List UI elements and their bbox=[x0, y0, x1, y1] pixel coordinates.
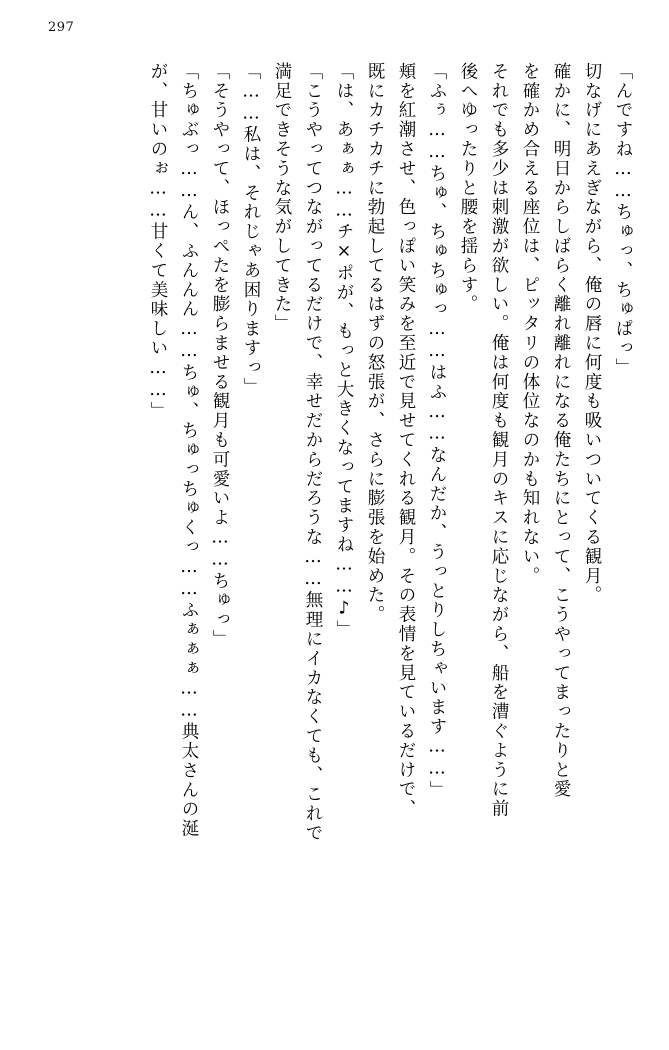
page-number: 297 bbox=[48, 20, 75, 35]
text-line: 満足できそうな気がしてきた」 bbox=[272, 62, 292, 334]
vertical-text-body bbox=[40, 62, 631, 1020]
text-line: 頬を紅潮させ、色っぽい笑みを至近で見せてくれる観月。その表情を見ているだけで、 bbox=[396, 62, 416, 819]
text-line: が、甘いのぉ……甘くて美味しい……」 bbox=[148, 62, 168, 422]
text-line: 「ふぅ……ちゅ、ちゅちゅっ……はふ……なんだか、うっとりしちゃいます……」 bbox=[427, 62, 447, 800]
text-line: を確かめ合える座位は、ピッタリの体位なのかも知れない。 bbox=[520, 62, 540, 586]
text-line: 切なげにあえぎながら、俺の唇に何度も吸いついてくる観月。 bbox=[582, 62, 602, 606]
text-line: 「……私は、それじゃあ困りますっ」 bbox=[241, 62, 261, 397]
text-line: 「ちゅぶっ……ん、ふんんん……ちゅ、ちゅっちゅくっ……ふぁぁぁ……典太さんの涎 bbox=[179, 62, 199, 839]
text-line: 「そうやって、ほっぺたを膨らませる観月も可愛いよ……ちゅっ」 bbox=[210, 62, 230, 649]
text-line: 「こうやってつながってるだけで、幸せだからだろうな……無理にイカなくても、これで bbox=[303, 62, 323, 843]
text-line: 確かに、明日からしばらく離れ離れになる俺たちにとって、こうやってまったりと愛 bbox=[551, 62, 571, 800]
text-line: それでも多少は刺激が欲しい。俺は何度も観月のキスに応じながら、船を漕ぐように前 bbox=[489, 62, 509, 819]
text-line: 「んですね……ちゅっ、ちゅぱっ」 bbox=[613, 62, 633, 378]
text-line: 「は、あぁぁ……チ×ポが、もっと大きくなってますね……♪」 bbox=[334, 62, 354, 640]
text-line: 既にカチカチに勃起してるはずの怒張が、さらに膨張を始めた。 bbox=[365, 62, 385, 625]
text-line: 後へゆったりと腰を揺らす。 bbox=[458, 62, 478, 315]
